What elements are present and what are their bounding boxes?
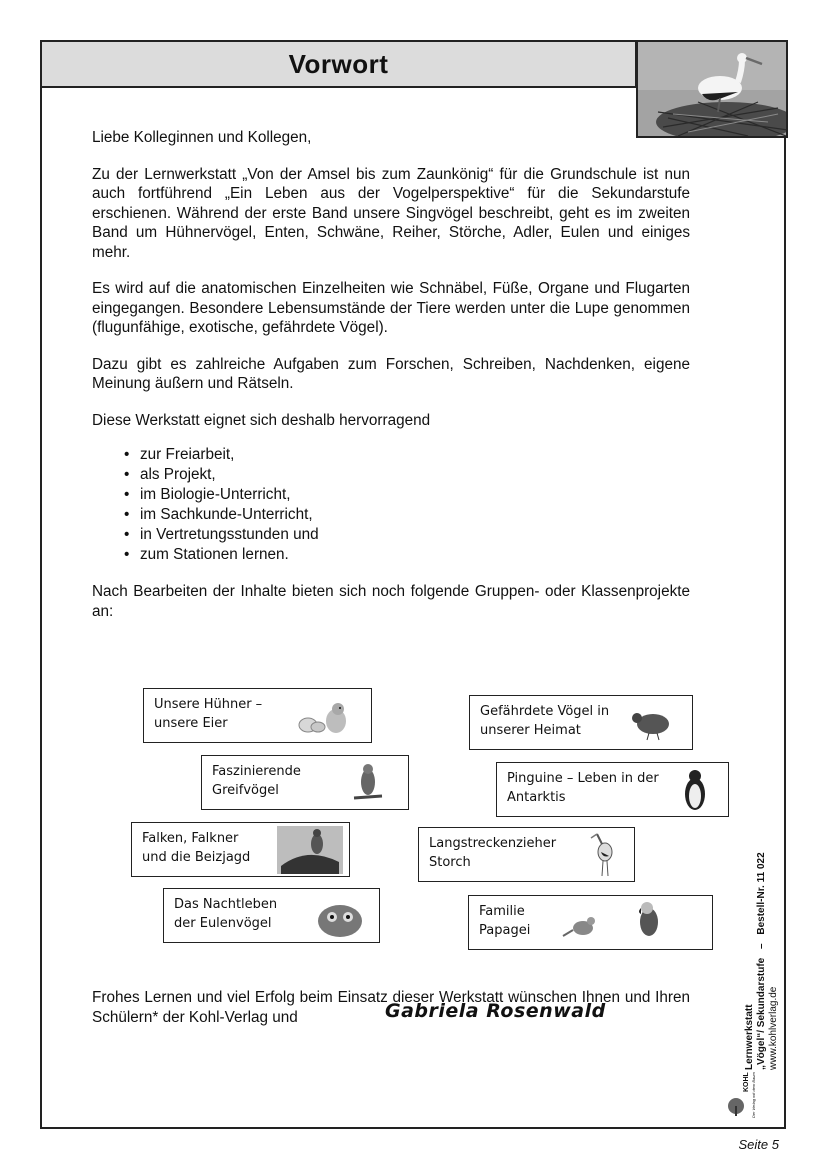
card-label-line1: Pinguine – Leben in der <box>507 771 659 786</box>
card-label-line2: Storch <box>429 855 471 870</box>
falconer-glove-icon <box>277 826 343 874</box>
paragraph-3: Dazu gibt es zahlreiche Aufgaben zum Forschen, Schreiben, Nachdenken, eigene Meinung äußern und Rätseln. <box>92 355 690 392</box>
card-falken <box>131 822 350 877</box>
publisher-logo <box>726 1052 756 1118</box>
list-item: • als Projekt, <box>140 465 690 485</box>
card-greifvoegel <box>201 755 409 810</box>
budgie-icon <box>561 910 601 940</box>
card-label-line1: Gefährdete Vögel in <box>480 704 610 719</box>
card-label-line2: unserer Heimat <box>480 723 581 738</box>
title-bar <box>42 42 637 88</box>
greeting: Liebe Kolleginnen und Kollegen, <box>92 129 312 146</box>
card-pinguine <box>496 762 729 817</box>
card-huehner <box>143 688 372 743</box>
card-label-line2: Greifvögel <box>212 783 279 798</box>
page-number: Seite 5 <box>738 1137 779 1152</box>
page-title: Vorwort <box>288 48 389 79</box>
penguin-icon <box>680 768 710 812</box>
order-number: Bestell-Nr. 11 022 <box>756 852 767 935</box>
paragraph-5: Nach Bearbeiten der Inhalte bieten sich noch folgende Gruppen- oder Klassenprojekte an: <box>92 583 690 620</box>
paragraph-2: Es wird auf die anatomischen Einzelheiten wie Schnäbel, Füße, Organe und Flugarten eingegangen. Besondere Lebensumstände der Tiere werden unter die Lupe genommen (flugunfähige, exotische, gefährdete Vögel). <box>92 280 690 336</box>
card-label-line1: Falken, Falkner <box>142 831 239 846</box>
usage-list <box>92 445 690 565</box>
logo-brand: KOHL <box>743 1072 750 1092</box>
list-item: • zur Freiarbeit, <box>140 445 690 465</box>
card-label-line2: unsere Eier <box>154 716 228 731</box>
list-item: • im Biologie-Unterricht, <box>140 485 690 505</box>
card-label-line1: Das Nachtleben <box>174 897 278 912</box>
stork-nest-photo <box>636 40 788 138</box>
list-item: • in Vertretungsstunden und <box>140 525 690 545</box>
side-dash: – <box>756 943 767 949</box>
card-label-line2: der Eulenvögel <box>174 916 272 931</box>
card-label-line1: Langstreckenzieher <box>429 836 557 851</box>
chick-egg-icon <box>294 697 356 735</box>
card-papagei <box>468 895 713 950</box>
preface-text <box>92 128 690 638</box>
paragraph-4: Diese Werkstatt eignet sich deshalb hervorragend <box>92 411 431 429</box>
card-label-line2: und die Beizjagd <box>142 850 251 865</box>
publisher-url: www.kohlverlag.de <box>768 986 779 1070</box>
raptor-icon <box>350 762 386 806</box>
list-item: • im Sachkunde-Unterricht, <box>140 505 690 525</box>
owl-icon <box>312 895 368 939</box>
card-label-line1: Faszinierende <box>212 764 301 779</box>
list-item: • zum Stationen lernen. <box>140 545 690 565</box>
card-label-line1: Unsere Hühner – <box>154 697 263 712</box>
card-storch <box>418 827 635 882</box>
side-publisher-info <box>744 852 780 1070</box>
card-label-line2: Antarktis <box>507 790 566 805</box>
paragraph-1: Zu der Lernwerkstatt „Von der Amsel bis zum Zaunkönig“ für die Grundschule ist nun auch fortführend „Ein Leben aus der Vogelperspektive“ für die Sekundarstufe erschienen. Während der erste Band unsere Singvögel beschreibt, geht es im zweiten Band um Hühnervögel, Enten, Schwäne, Reiher, Störche, Adler, Eulen und einiges mehr. <box>92 165 690 261</box>
card-gefaehrdet <box>469 695 693 750</box>
partridge-icon <box>625 704 681 742</box>
card-label-line1: Familie <box>479 904 525 919</box>
parrot-icon <box>631 900 665 944</box>
card-eulen <box>163 888 380 943</box>
side-title-line1: Lernwerkstatt <box>744 1004 755 1070</box>
side-title-line2: „Vögel“/ Sekundarstufe <box>756 957 767 1070</box>
logo-slogan: Der Verlag mit dem Baum <box>751 1072 756 1118</box>
card-label-line2: Papagei <box>479 923 531 938</box>
closing-paragraph: Frohes Lernen und viel Erfolg beim Einsatz dieser Werkstatt wünschen Ihnen und Ihren Schülern* der Kohl-Verlag und <box>92 989 690 1026</box>
signature: Gabriela Rosenwald <box>385 1000 606 1022</box>
stork-icon <box>589 832 619 878</box>
